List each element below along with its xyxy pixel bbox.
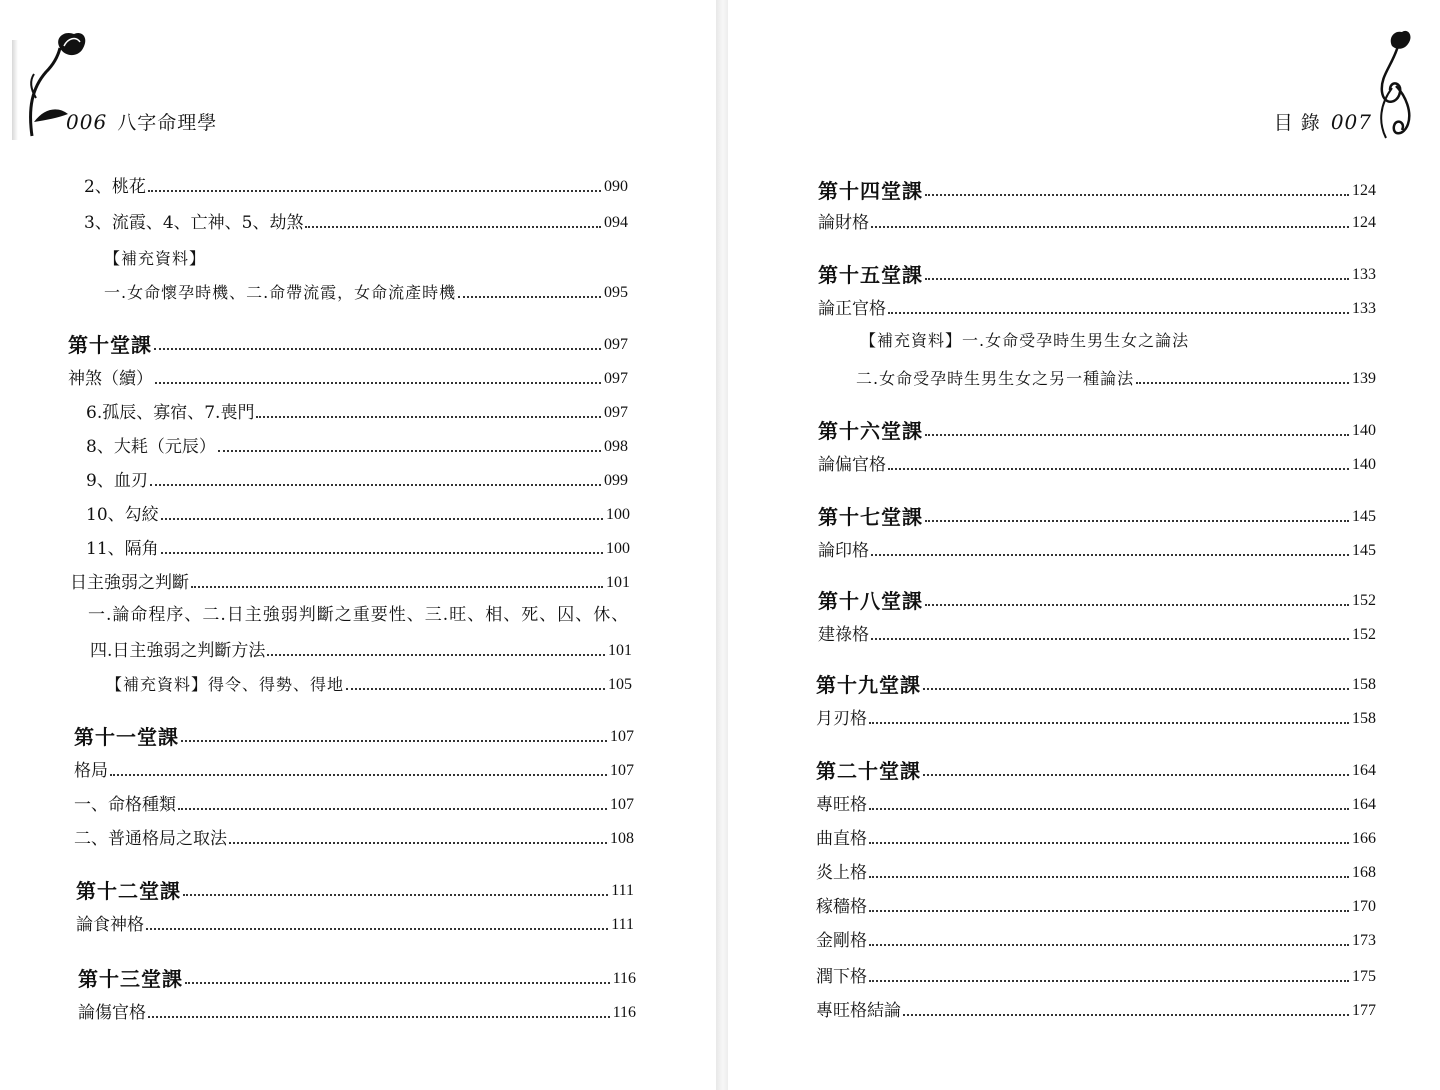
toc-entry[interactable]: 金剛格 173 xyxy=(816,931,1376,951)
toc-entry[interactable]: 二.女命受孕時生男生女之另一種論法 139 xyxy=(856,369,1376,388)
toc-entry[interactable]: 四.日主強弱之判斷方法 101 xyxy=(90,641,632,661)
toc-entry[interactable]: 二、普通格局之取法 108 xyxy=(74,829,634,849)
toc-entry[interactable]: 8、大耗（元辰） 098 xyxy=(86,437,628,457)
toc-entry[interactable]: 格局 107 xyxy=(74,761,634,781)
toc-entry[interactable]: 11、隔角 100 xyxy=(86,539,630,559)
toc-chapter-heading[interactable]: 第十七堂課 145 xyxy=(818,505,1376,529)
running-header xyxy=(1274,108,1372,135)
toc-entry[interactable]: 炎上格 168 xyxy=(816,863,1376,883)
toc-entry[interactable]: 曲直格 166 xyxy=(816,829,1376,849)
toc-chapter-heading[interactable]: 第十六堂課 140 xyxy=(818,419,1376,443)
toc-entry[interactable]: 一.女命懷孕時機、二.命帶流霞，女命流產時機 095 xyxy=(104,283,628,302)
toc-chapter-heading[interactable]: 第十五堂課 133 xyxy=(818,263,1376,287)
toc-entry[interactable]: 論傷官格 116 xyxy=(78,1003,636,1023)
book-title: 八字命理學 xyxy=(117,112,218,134)
right-page xyxy=(728,0,1440,1090)
toc-entry[interactable]: 2、桃花 090 xyxy=(84,177,628,197)
toc-entry[interactable]: 論財格 124 xyxy=(818,213,1376,233)
tulip-ornament-icon xyxy=(1372,26,1422,144)
toc-entry[interactable]: 9、血刃 099 xyxy=(86,471,628,491)
toc-entry[interactable]: 論正官格 133 xyxy=(818,299,1376,319)
toc-chapter-heading[interactable]: 第十一堂課 107 xyxy=(74,725,634,749)
toc-entry[interactable]: 專旺格 164 xyxy=(816,795,1376,815)
toc-entry[interactable]: 稼穡格 170 xyxy=(816,897,1376,917)
toc-entry[interactable]: 6.孤辰、寡宿、7.喪門 097 xyxy=(86,403,628,423)
running-header xyxy=(66,108,217,135)
toc-chapter-heading[interactable]: 第十九堂課 158 xyxy=(816,673,1376,697)
toc-entry[interactable]: 日主強弱之判斷 101 xyxy=(70,573,630,593)
page-number: 006 xyxy=(66,110,108,134)
toc-entry[interactable]: 論食神格 111 xyxy=(76,915,634,935)
toc-entry[interactable]: 論偏官格 140 xyxy=(818,455,1376,475)
toc-entry[interactable]: 潤下格 175 xyxy=(816,967,1376,987)
toc-supplement-heading: 【補充資料】 xyxy=(104,249,207,268)
left-page xyxy=(0,0,718,1090)
toc-entry[interactable]: 專旺格結論 177 xyxy=(816,1001,1376,1021)
toc-entry[interactable]: 論印格 145 xyxy=(818,541,1376,561)
toc-chapter-heading[interactable]: 第二十堂課 164 xyxy=(816,759,1376,783)
toc-entry[interactable]: 【補充資料】得令、得勢、得地 105 xyxy=(106,675,632,694)
toc-chapter-heading[interactable]: 第十八堂課 152 xyxy=(818,589,1376,613)
toc-chapter-heading[interactable]: 第十堂課 097 xyxy=(68,333,628,357)
toc-entry-continued: 一.論命程序、二.日主強弱判斷之重要性、三.旺、相、死、囚、休、 xyxy=(88,605,630,625)
section-title: 目 錄 xyxy=(1273,112,1321,134)
toc-chapter-heading[interactable]: 第十四堂課 124 xyxy=(818,179,1376,203)
toc-entry[interactable]: 月刃格 158 xyxy=(816,709,1376,729)
toc-entry[interactable]: 3、流霞、4、亡神、5、劫煞 094 xyxy=(84,213,628,233)
page-number: 007 xyxy=(1330,110,1372,134)
toc-entry[interactable]: 一、命格種類 107 xyxy=(74,795,634,815)
toc-chapter-heading[interactable]: 第十二堂課 111 xyxy=(76,879,634,903)
page-edge-shadow xyxy=(12,40,18,140)
toc-chapter-heading[interactable]: 第十三堂課 116 xyxy=(78,967,636,991)
toc-entry[interactable]: 10、勾絞 100 xyxy=(86,505,630,525)
toc-supplement-heading: 【補充資料】一.女命受孕時生男生女之論法 xyxy=(860,331,1190,350)
toc-entry[interactable]: 建祿格 152 xyxy=(818,625,1376,645)
toc-entry[interactable]: 神煞（續） 097 xyxy=(68,369,628,389)
